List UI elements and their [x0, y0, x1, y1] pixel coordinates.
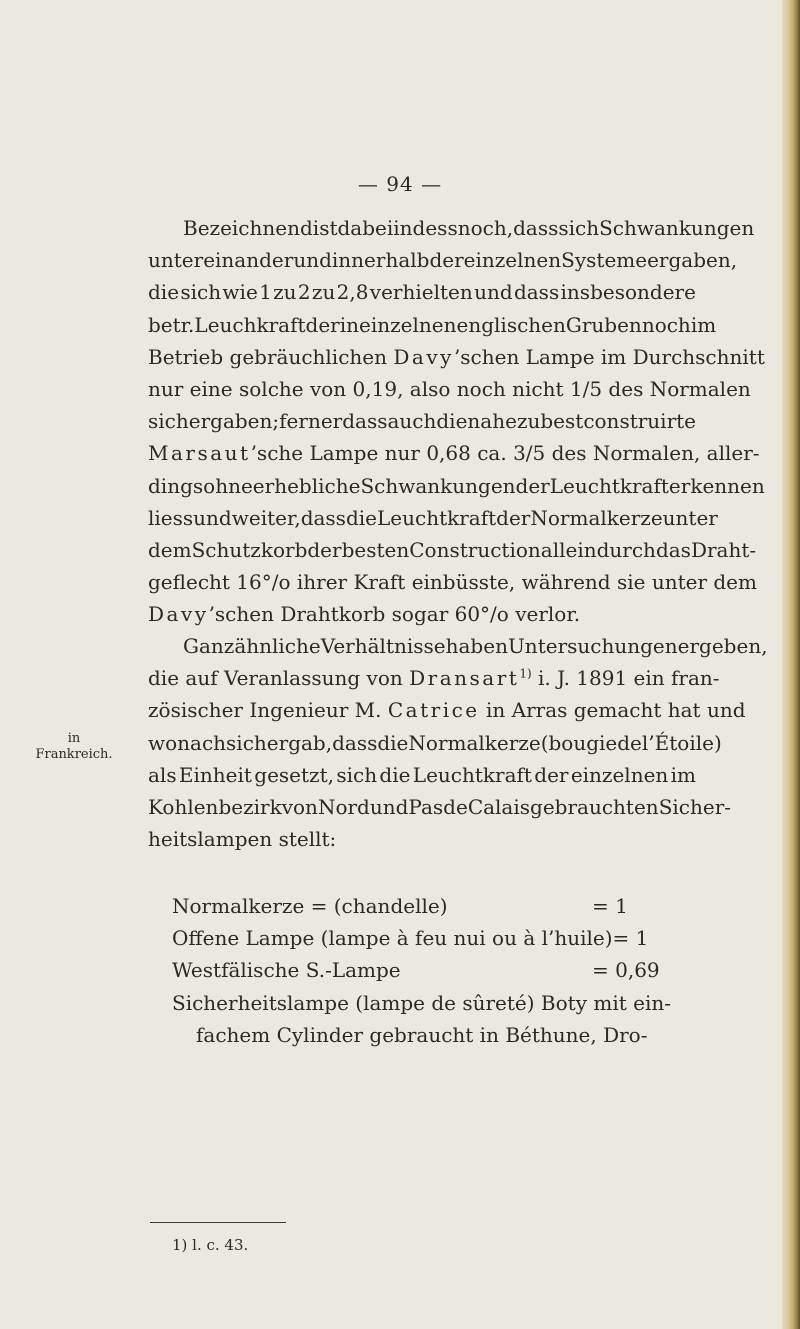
word: Normalkerze	[408, 730, 541, 755]
word: Leuchkraft	[194, 312, 306, 337]
table-row: Westfälische S.-Lampe = 0,69	[172, 958, 660, 983]
word: Leuchtkraft	[377, 505, 497, 530]
text-line	[148, 630, 768, 662]
table-row: Offene Lampe (lampe à feu nui ou à l’huile) = 1	[172, 926, 649, 951]
footnote-marker: 1)	[519, 666, 532, 681]
word: gesetzt,	[254, 762, 334, 787]
word: dass	[513, 280, 560, 305]
word: Ganz	[183, 634, 235, 658]
word: als	[148, 762, 177, 787]
word: von	[281, 795, 318, 820]
word: ferner	[279, 409, 343, 434]
text-line: heitslampen stellt:	[148, 827, 337, 852]
word: Sicher-	[658, 795, 732, 820]
word: dabei	[337, 216, 394, 240]
word: sich	[558, 216, 600, 240]
word: Gruben	[565, 312, 642, 337]
word: dem	[148, 538, 192, 563]
word: sich	[336, 762, 378, 787]
word: die	[379, 762, 411, 787]
word: Untersuchungen	[507, 634, 678, 658]
text-line	[148, 791, 732, 823]
word: der	[534, 762, 569, 787]
word: in	[339, 312, 360, 337]
text-line: nur eine solche von 0,19, also noch nicht 1/5 des Normalen	[148, 377, 751, 402]
word: liess	[148, 505, 194, 530]
word: die	[148, 280, 180, 305]
footnote-rule	[150, 1222, 286, 1223]
word: die	[345, 505, 377, 530]
paragraph-1	[148, 212, 765, 631]
word: dass	[332, 730, 378, 755]
word: und	[474, 280, 513, 305]
word: 1	[259, 280, 272, 305]
name-davy: Davy	[148, 602, 209, 627]
comparison-table	[172, 890, 682, 1051]
word: dass	[513, 216, 559, 240]
word: Bezeichnend	[183, 216, 313, 240]
word: und	[293, 248, 332, 273]
word: Construction	[409, 538, 541, 563]
text-line: die auf Veranlassung von Dransart$^{1)}$ i. J. 1891 ein fran-	[148, 666, 720, 691]
text-line	[148, 727, 722, 759]
word: einzelnen	[570, 762, 669, 787]
word: Draht-	[690, 538, 757, 563]
word: erkennen	[668, 473, 765, 498]
word: der	[496, 505, 531, 530]
word: zu	[311, 280, 336, 305]
word: das	[655, 538, 691, 563]
table-row: Normalkerze = (chandelle) = 1	[172, 894, 628, 918]
fraction: 1/5	[569, 377, 603, 402]
word: der	[515, 473, 550, 498]
paragraph-2	[148, 630, 768, 855]
text-line: Marsaut’sche Lampe nur 0,68 ca. 3/5 des Normalen, aller-	[148, 441, 760, 466]
word: ergeben,	[677, 634, 768, 658]
word: wonach	[148, 730, 227, 755]
word: 2	[297, 280, 311, 305]
word: im	[690, 312, 717, 337]
word: ergab,	[266, 730, 333, 755]
word: der	[307, 538, 342, 563]
word: nahezu	[467, 409, 541, 434]
word: innerhalb	[331, 248, 430, 273]
word: Kohlenbezirk	[148, 795, 282, 820]
fraction: 3/5	[513, 441, 546, 466]
word: haben	[445, 634, 508, 658]
word: sich	[226, 730, 267, 755]
word: weiter,	[231, 505, 301, 530]
text-line	[148, 244, 738, 276]
text-line	[148, 212, 755, 244]
word: (bougie	[540, 730, 618, 755]
page-number: — 94 —	[357, 172, 443, 196]
word: ergaben,	[647, 248, 738, 273]
word: untereinander	[148, 248, 294, 273]
word: Systeme	[561, 248, 648, 273]
table-row: fachem Cylinder gebraucht in Béthune, Dro-	[196, 1022, 648, 1047]
word: gebrauchten	[530, 795, 659, 820]
word: Pas	[408, 795, 444, 820]
word: Schutzkorb	[191, 538, 308, 563]
name-davy: Davy	[393, 344, 454, 369]
text-line: zösischer Ingenieur M. Catrice in Arras gemacht hat und	[148, 698, 746, 723]
word: allein	[540, 538, 597, 563]
word: Leuchtkraft	[549, 473, 669, 498]
word: erhebliche	[252, 473, 361, 498]
word: l’Étoile)	[641, 730, 722, 755]
word: dass	[342, 409, 388, 434]
word: einzelnen	[359, 312, 457, 337]
word: die	[436, 409, 468, 434]
text-line	[148, 470, 765, 502]
word: insbesondere	[560, 280, 696, 305]
word: Nord	[317, 795, 370, 820]
text-line: geflecht 16°/o ihrer Kraft einbüsste, während sie unter dem	[148, 570, 757, 595]
word: Calais	[467, 795, 531, 820]
word: besten	[341, 538, 410, 563]
word: bestconstruirte	[540, 409, 697, 434]
word: ergaben;	[188, 409, 280, 434]
word: sich	[180, 280, 222, 305]
word: de	[443, 795, 468, 820]
page-edge	[782, 0, 800, 1329]
word: und	[369, 795, 409, 820]
word: noch,	[457, 216, 514, 240]
word: ähnliche	[234, 634, 321, 658]
text-line	[148, 759, 696, 791]
name-catrice: Catrice	[387, 698, 480, 723]
word: der	[429, 248, 464, 273]
text-line	[148, 309, 717, 341]
word: Leuchtkraft	[412, 762, 532, 787]
word: de	[617, 730, 642, 755]
word: und	[193, 505, 232, 530]
word: Verhältnisse	[320, 634, 446, 658]
word: betr.	[148, 312, 195, 337]
word: Schwankungen	[599, 216, 755, 240]
word: Normalkerze	[530, 505, 663, 530]
word: noch	[641, 312, 691, 337]
word: einzelnen	[463, 248, 562, 273]
word: verhielten	[369, 280, 473, 305]
word: der	[305, 312, 340, 337]
footnote: 1) l. c. 43.	[172, 1236, 249, 1254]
text-line	[148, 502, 718, 534]
name-marsaut: Marsaut	[148, 441, 251, 466]
word: sich	[148, 409, 189, 434]
word: unter	[662, 505, 718, 530]
margin-note: in Frankreich.	[35, 731, 113, 762]
word: Einheit	[178, 762, 252, 787]
word: durch	[596, 538, 656, 563]
word: dings	[148, 473, 204, 498]
table-row: Sicherheitslampe (lampe de sûreté) Boty mit ein-	[172, 990, 671, 1015]
word: indess	[393, 216, 458, 240]
text-line	[148, 276, 696, 308]
text-line	[148, 405, 696, 437]
word: dass	[300, 505, 346, 530]
word: auch	[387, 409, 437, 434]
text-line: Davy’schen Drahtkorb sogar 60°/o verlor.	[148, 602, 581, 627]
word: im	[670, 762, 696, 787]
word: ist	[312, 216, 338, 240]
word: englischen	[456, 312, 566, 337]
name-dransart: Dransart	[409, 666, 520, 691]
word: wie	[222, 280, 258, 305]
word: zu	[273, 280, 297, 305]
word: ohne	[203, 473, 253, 498]
word: Schwankungen	[360, 473, 516, 498]
text-line: Betrieb gebräuchlichen Davy’schen Lampe im Durchschnitt	[148, 344, 765, 369]
word: die	[377, 730, 409, 755]
word: 2,8	[336, 280, 369, 305]
text-line	[148, 534, 757, 566]
